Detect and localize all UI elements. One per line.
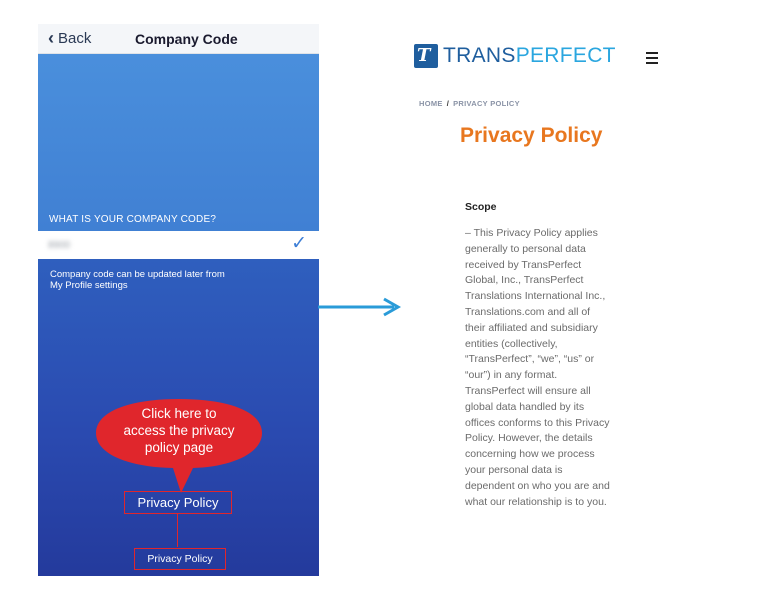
callout-bubble: [95, 397, 263, 472]
transperfect-logo-icon: [414, 44, 438, 68]
hint-line-1: Company code can be updated later from: [50, 269, 225, 280]
breadcrumb-separator: /: [446, 99, 450, 108]
company-code-field[interactable]: [38, 231, 319, 259]
callout-line-2: access the privacy: [123, 423, 235, 438]
callout-line-3: policy page: [144, 440, 214, 455]
callout-line-1: Click here to: [141, 406, 217, 421]
nav-bar: [38, 24, 319, 54]
breadcrumb-home[interactable]: HOME: [419, 99, 443, 108]
checkmark-icon: ✓: [291, 233, 307, 254]
logo-text-trans: TRANS: [443, 44, 516, 67]
company-code-question: WHAT IS YOUR COMPANY CODE?: [49, 214, 217, 225]
section-title: Scope: [465, 201, 497, 213]
privacy-policy-button[interactable]: Privacy Policy: [134, 548, 226, 570]
transperfect-logo[interactable]: [414, 44, 616, 68]
logo-mark-letter: T: [417, 45, 431, 66]
privacy-policy-button-highlighted[interactable]: Privacy Policy: [124, 491, 232, 514]
nav-title: Company Code: [135, 31, 238, 47]
breadcrumb-current: PRIVACY POLICY: [453, 99, 520, 108]
company-code-value: 8900: [48, 240, 71, 251]
connector-line: [177, 514, 178, 547]
policy-body-text: – This Privacy Policy applies generally to personal data received by TransPerfect Global, Inc., TransPerfect Translations International Inc., Translations.com and all of their affiliated and subsidiary entities (collectively, “TransPerfect”, “we”, “us” or “our”) in any format. TransPerfect will ensure all global data handled by its offices conforms to this Privacy Policy. However, the details concerning how we process your personal data is dependent on who you are and what our relationship is to you.: [465, 227, 610, 508]
hint-line-2: My Profile settings: [50, 280, 128, 291]
hamburger-menu-icon[interactable]: [646, 52, 658, 67]
callout-text: [95, 405, 263, 456]
company-code-hint: [50, 269, 225, 291]
chevron-left-icon: ‹: [48, 28, 54, 48]
page-title: Privacy Policy: [460, 124, 603, 147]
arrow-right-icon: [318, 296, 404, 318]
breadcrumb: [419, 99, 520, 108]
back-button[interactable]: [48, 30, 91, 47]
back-label: Back: [58, 30, 92, 47]
logo-text-perfect: PERFECT: [515, 44, 616, 67]
